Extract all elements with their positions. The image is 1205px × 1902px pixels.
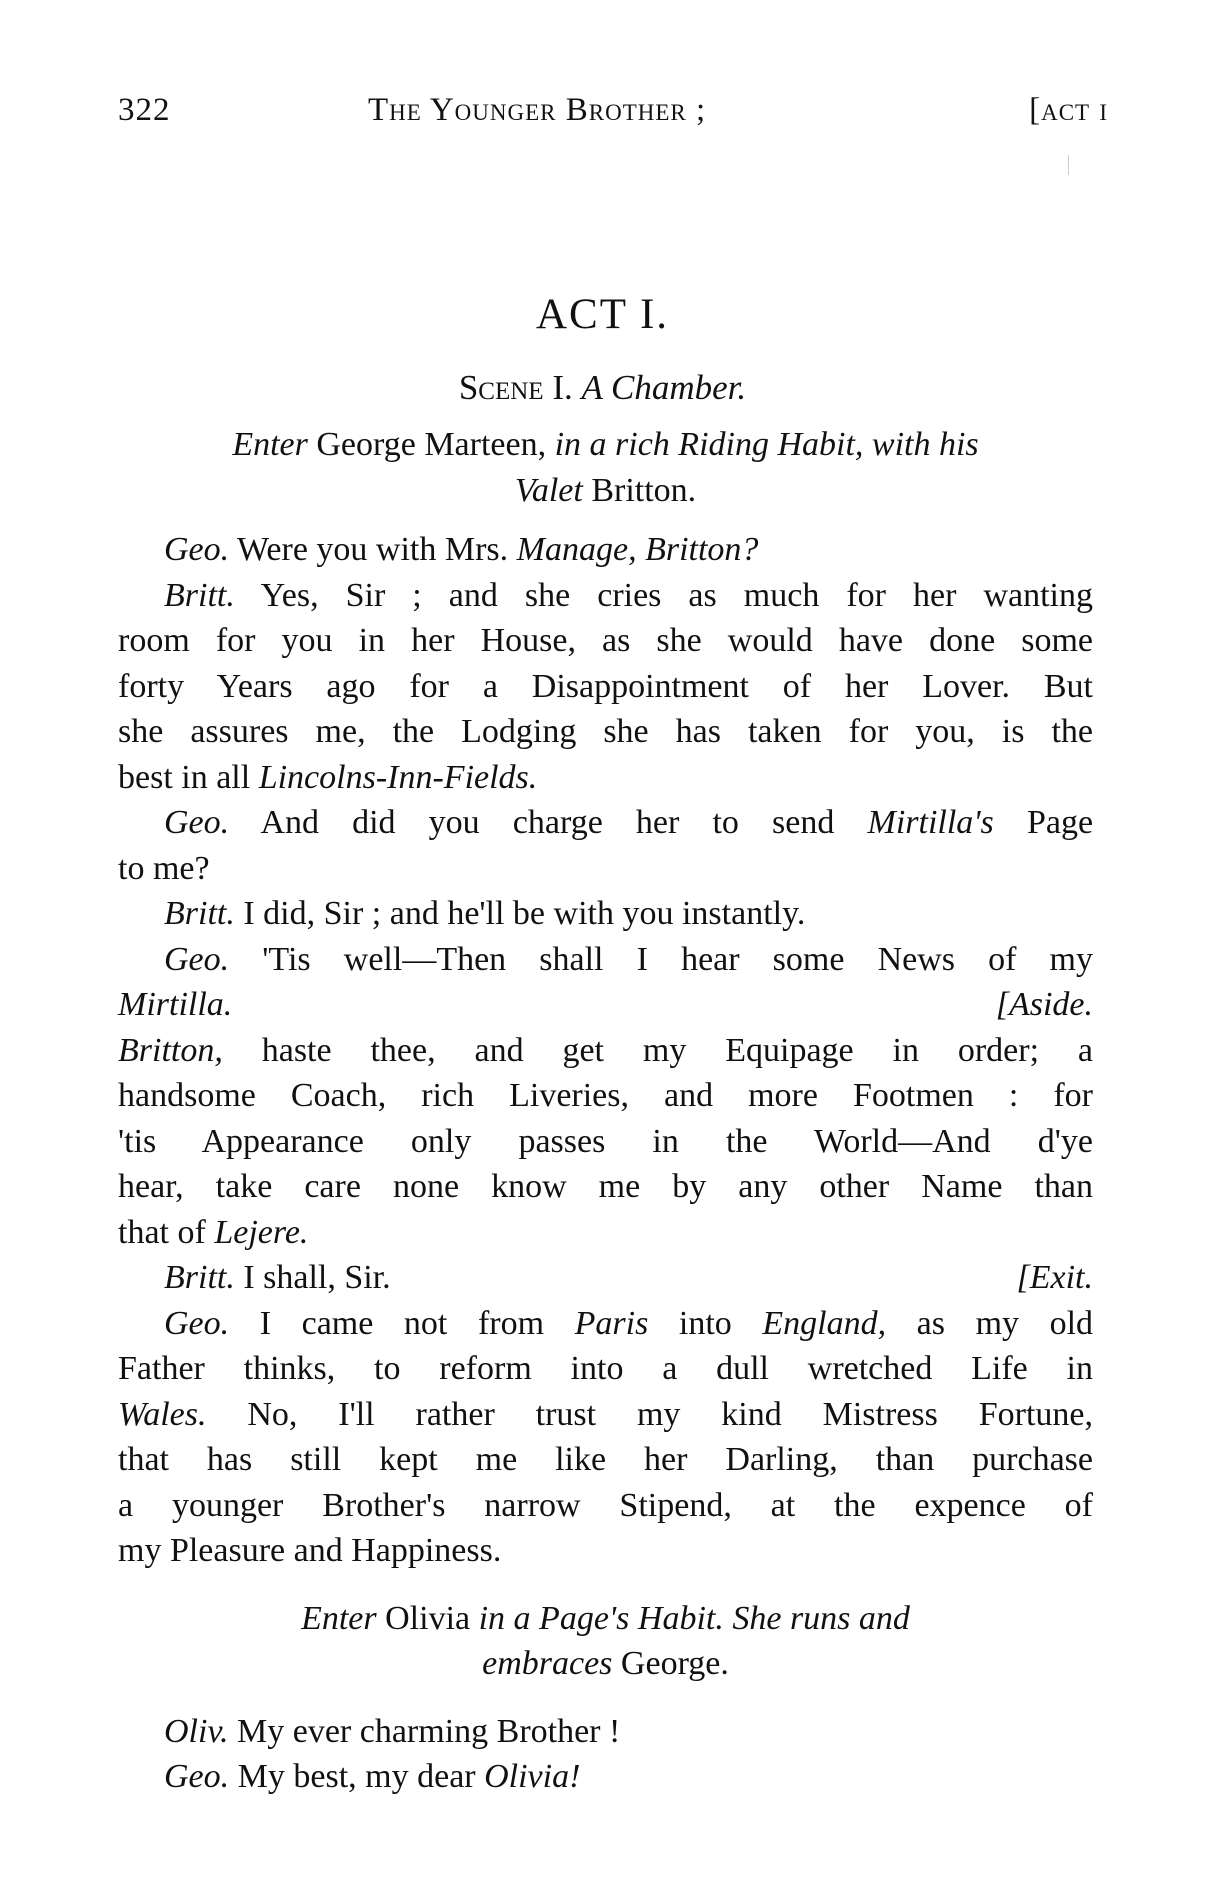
scene-label: Scene <box>458 368 544 407</box>
speech-line: hear, take care none know me by any other Name than <box>118 1168 1093 1205</box>
page-number: 322 <box>118 92 171 128</box>
speech-line: room for you in her House, as she would have done some <box>118 622 1093 659</box>
sd-text: in a rich Riding Habit, with his <box>554 426 979 463</box>
place-name: Wales. <box>118 1395 207 1433</box>
sd-text: in a Page's Habit. She runs and <box>478 1599 910 1637</box>
speaker: Geo. <box>164 531 230 568</box>
speaker: Geo. <box>164 804 230 841</box>
speech-line: my Pleasure and Happiness. <box>118 1532 502 1569</box>
speaker: Oliv. <box>164 1712 229 1750</box>
speaker: Geo. <box>164 940 230 978</box>
speech-line: she assures me, the Lodging she has taken for you, is the <box>118 713 1093 750</box>
speech-line <box>118 800 1093 846</box>
speech-text: best in all <box>118 758 251 796</box>
speech-text: Were you with Mrs. <box>237 531 509 568</box>
act-heading: ACT I. <box>535 291 670 338</box>
speech-line: to me? <box>118 849 210 887</box>
sd-word: Enter <box>232 426 308 463</box>
speech-line <box>118 1028 1093 1074</box>
speech-line <box>118 1210 1093 1256</box>
scene-heading <box>0 368 1205 408</box>
speech-text: that of <box>118 1213 206 1251</box>
speech-line <box>118 1709 1093 1755</box>
play-text <box>118 422 1093 1800</box>
stage-direction-enter-line-2 <box>118 468 1093 514</box>
name-ref: Lejere. <box>214 1213 309 1251</box>
stage-direction-aside: [Aside. <box>995 986 1093 1023</box>
speech-text: And did you charge her to send <box>260 804 835 841</box>
speaker: Britt. <box>164 576 235 614</box>
stage-direction-enter-line-2 <box>118 1641 1093 1687</box>
running-head <box>118 92 1108 142</box>
place-name: Lincolns-Inn-Fields. <box>258 758 538 796</box>
stage-direction-enter-line-1 <box>118 1596 1093 1642</box>
speaker: Geo. <box>164 1758 230 1795</box>
speech-italic: Manage, Britton? <box>516 531 759 568</box>
speaker: Britt. <box>164 1259 235 1296</box>
speech-text: I shall, Sir. <box>243 1259 391 1296</box>
scene-place: A Chamber. <box>581 368 747 407</box>
sd-text: embraces <box>482 1645 613 1682</box>
speech-line <box>118 1255 1093 1301</box>
stage-direction-exit: [Exit. <box>1016 1259 1093 1296</box>
speaker: Geo. <box>164 1304 230 1342</box>
speech-line: that has still kept me like her Darling, than purchase <box>118 1441 1093 1478</box>
speech-line: Father thinks, to reform into a dull wretched Life in <box>118 1350 1093 1387</box>
speech-line: a younger Brother's narrow Stipend, at the expence of <box>118 1486 1093 1524</box>
speech-line <box>118 1392 1093 1438</box>
speech-line: 'tis Appearance only passes in the World—And d'ye <box>118 1122 1093 1160</box>
speech-text: My ever charming Brother ! <box>237 1712 621 1750</box>
character-ref: Mirtilla's <box>867 804 994 841</box>
speech-text: I came not from <box>259 1304 545 1342</box>
section-marker: [act i <box>1029 92 1108 128</box>
stage-direction-enter-line-1 <box>118 422 1093 468</box>
running-title: The Younger Brother ; <box>368 92 707 128</box>
speech-text: into <box>678 1304 732 1342</box>
speech-line <box>118 937 1093 983</box>
place-name: Paris <box>574 1304 649 1342</box>
speech-line <box>118 982 1093 1028</box>
speech-line <box>118 573 1093 619</box>
speech-text: haste thee, and get my Equipage in order; a <box>261 1031 1093 1069</box>
speech-line: handsome Coach, rich Liveries, and more Footmen : for <box>118 1077 1093 1114</box>
character-ref: Mirtilla. <box>118 986 233 1023</box>
speech-line: forty Years ago for a Disappointment of her Lover. But <box>118 667 1093 705</box>
speech-text: Yes, Sir ; and she cries as much for her wanting <box>260 576 1093 614</box>
character-ref: Olivia! <box>484 1758 581 1795</box>
speaker: Britt. <box>164 895 235 932</box>
sd-word: Valet <box>514 471 583 509</box>
character-name: Olivia <box>385 1599 471 1637</box>
speech-text: 'Tis well—Then shall I hear some News of my <box>262 940 1094 978</box>
speech-text: as my old <box>916 1304 1094 1342</box>
speech-line <box>118 1301 1093 1347</box>
character-name: Britton. <box>591 471 697 509</box>
speech-text: My best, my dear <box>237 1758 476 1795</box>
speech-line <box>118 891 1093 937</box>
speech-text: No, I'll rather trust my kind Mistress Fortune, <box>247 1395 1093 1433</box>
character-ref: Britton, <box>118 1031 223 1069</box>
speech-text: I did, Sir ; and he'll be with you instantly. <box>243 895 806 932</box>
scene-number: I. <box>552 368 573 407</box>
speech-text: Page <box>1026 804 1094 841</box>
place-name: England, <box>762 1304 887 1342</box>
character-name: George. <box>620 1645 729 1682</box>
speech-line <box>118 527 1093 573</box>
margin-mark <box>1068 155 1069 175</box>
speech-line <box>118 1754 1093 1800</box>
sd-word: Enter <box>301 1599 377 1637</box>
character-name: George Marteen, <box>316 426 547 463</box>
speech-line <box>118 755 1093 801</box>
